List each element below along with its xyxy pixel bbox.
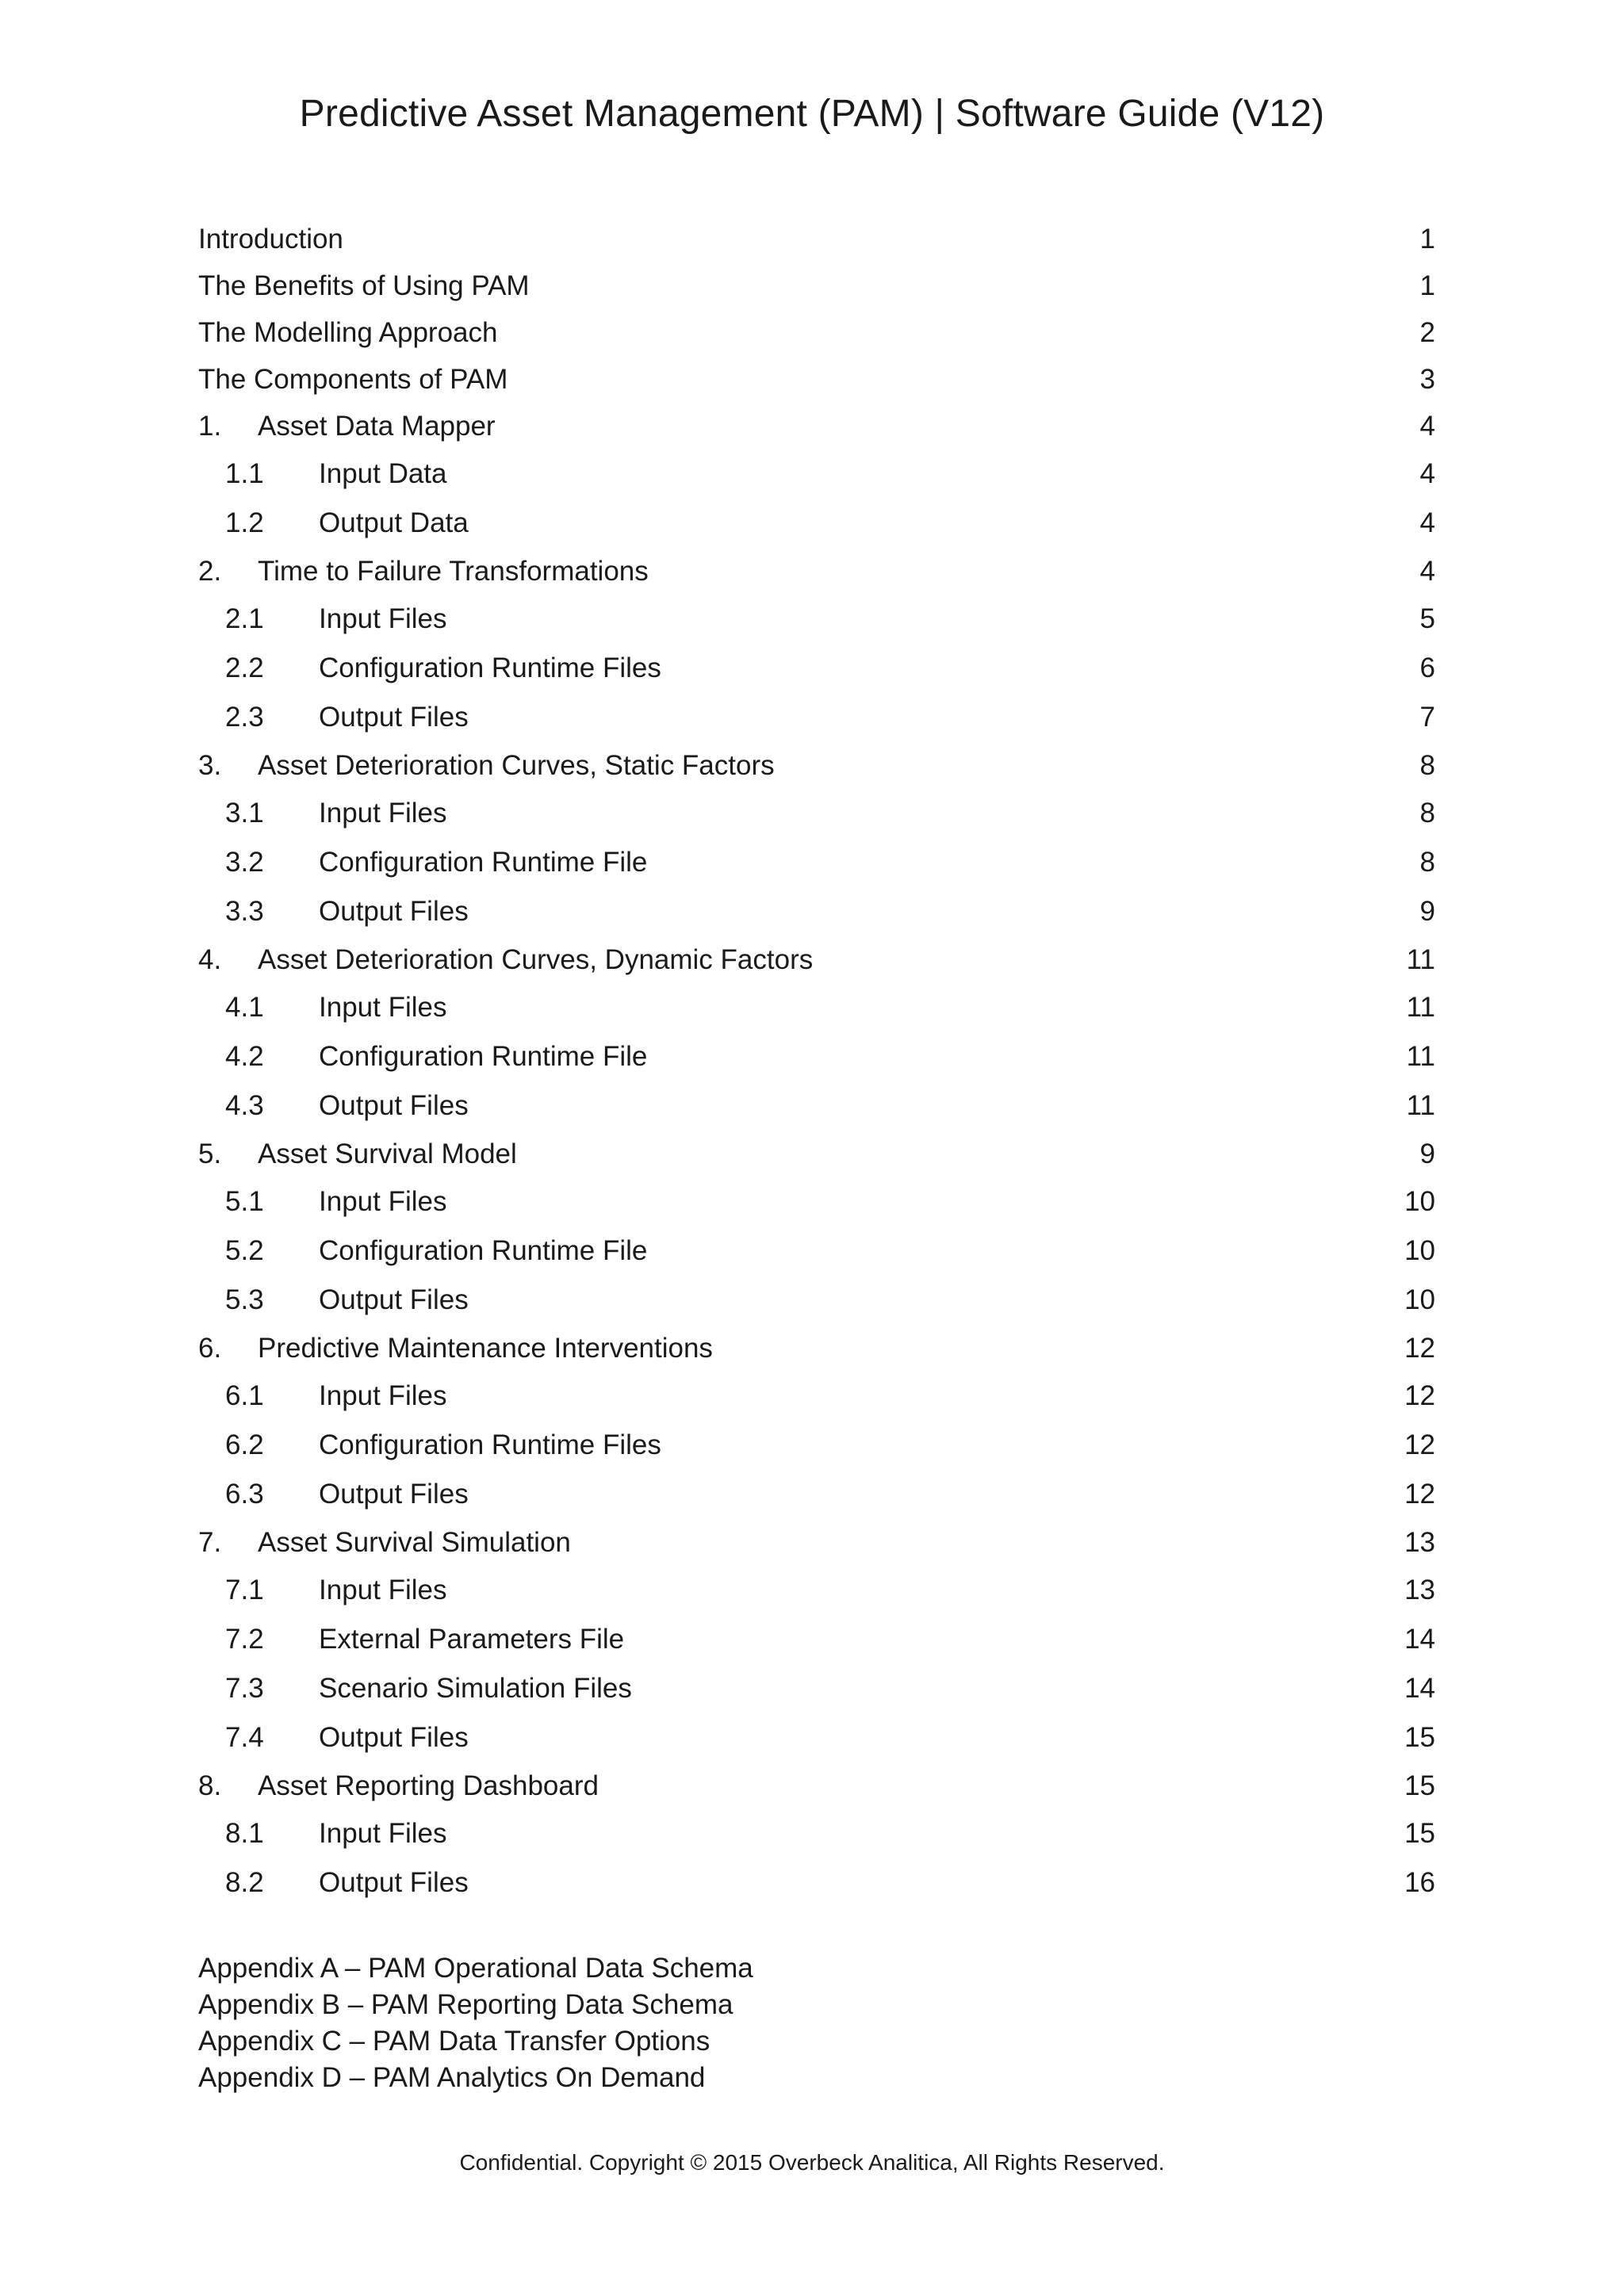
toc-section-entry[interactable] [198,1519,1435,1566]
toc-entry-page-number: 12 [1404,1429,1435,1460]
toc-subsection-entry[interactable] [198,1809,1435,1858]
toc-entry-label: Input Files [319,1818,447,1849]
toc-entry-number: 4.3 [225,1090,264,1121]
toc-entry-page-number: 11 [1406,944,1435,975]
toc-entry-page-number: 16 [1404,1867,1435,1898]
toc-subsection-entry[interactable] [198,1470,1435,1519]
toc-entry-page-number: 15 [1404,1770,1435,1801]
toc-entry-page-number: 12 [1404,1380,1435,1411]
appendix-item[interactable]: Appendix B – PAM Reporting Data Schema [198,1989,733,2020]
toc-section-entry[interactable] [198,1325,1435,1372]
toc-entry-label: Introduction [198,224,343,254]
appendix-item[interactable]: Appendix A – PAM Operational Data Schema [198,1953,753,1984]
toc-subsection-entry[interactable] [198,838,1435,887]
toc-section-entry[interactable] [198,742,1435,789]
toc-subsection-entry[interactable] [198,644,1435,693]
toc-subsection-entry[interactable] [198,1713,1435,1762]
toc-subsection-entry[interactable] [198,693,1435,742]
toc-entry-page-number: 12 [1404,1479,1435,1510]
toc-entry-number: 6. [198,1333,222,1364]
toc-entry-label: External Parameters File [319,1624,625,1655]
toc-subsection-entry[interactable] [198,789,1435,838]
toc-section-entry[interactable] [198,548,1435,595]
toc-section-entry[interactable] [198,936,1435,983]
toc-entry-label: Input Files [319,1186,447,1217]
toc-subsection-entry[interactable] [198,595,1435,644]
appendix-list [198,1950,753,2096]
toc-entry-label: Time to Failure Transformations [258,556,649,587]
table-of-contents [198,216,1435,1908]
toc-entry-label: Output Files [319,1479,469,1510]
toc-entry-page-number: 4 [1419,507,1435,538]
toc-entry-number: 7. [198,1527,222,1558]
toc-subsection-entry[interactable] [198,450,1435,499]
toc-entry-page-number: 6 [1419,652,1435,683]
toc-entry-page-number: 4 [1419,411,1435,442]
toc-entry-page-number: 9 [1419,896,1435,927]
toc-entry-number: 5.1 [225,1186,264,1217]
toc-entry-number: 5.2 [225,1235,264,1266]
toc-entry-label: Predictive Maintenance Interventions [258,1333,713,1364]
toc-entry-number: 1.1 [225,458,264,489]
toc-entry-number: 2.2 [225,652,264,683]
toc-entry-label: Output Files [319,896,469,927]
toc-entry-label: Input Files [319,992,447,1023]
toc-entry-number: 2.3 [225,702,264,733]
toc-entry-page-number: 11 [1406,992,1435,1023]
toc-entry-page-number: 11 [1406,1041,1435,1072]
toc-entry-number: 6.3 [225,1479,264,1510]
toc-entry-number: 1.2 [225,507,264,538]
toc-entry-number: 2. [198,556,222,587]
toc-subsection-entry[interactable] [198,1615,1435,1664]
toc-entry-number: 4.1 [225,992,264,1023]
toc-entry-page-number: 1 [1419,224,1435,254]
toc-entry-label: Configuration Runtime Files [319,1429,661,1460]
toc-section-entry[interactable] [198,1762,1435,1809]
toc-entry-number: 5. [198,1138,222,1169]
toc-entry-page-number: 13 [1404,1575,1435,1605]
toc-entry-number: 8. [198,1770,222,1801]
toc-entry-label: Asset Reporting Dashboard [258,1770,599,1801]
toc-entry-label: Input Files [319,603,447,634]
toc-entry-page-number: 10 [1404,1186,1435,1217]
toc-entry[interactable] [198,262,1435,309]
toc-entry[interactable] [198,216,1435,262]
toc-entry-label: Input Data [319,458,447,489]
toc-entry-label: Configuration Runtime File [319,1041,648,1072]
toc-entry-number: 1. [198,411,222,442]
toc-entry-number: 3.2 [225,847,264,878]
toc-entry-number: 4. [198,944,222,975]
toc-entry[interactable] [198,309,1435,356]
toc-entry-label: Configuration Runtime File [319,847,648,878]
toc-entry-number: 4.2 [225,1041,264,1072]
toc-subsection-entry[interactable] [198,1177,1435,1226]
toc-entry-label: Scenario Simulation Files [319,1673,632,1704]
toc-entry-page-number: 4 [1419,458,1435,489]
toc-entry-label: Output Files [319,1867,469,1898]
toc-entry-page-number: 12 [1404,1333,1435,1364]
toc-entry-number: 7.4 [225,1722,264,1753]
toc-entry-label: The Modelling Approach [198,317,498,348]
toc-entry-page-number: 10 [1404,1235,1435,1266]
toc-entry-label: Asset Data Mapper [258,411,496,442]
toc-subsection-entry[interactable] [198,983,1435,1032]
toc-entry-page-number: 8 [1419,798,1435,828]
toc-entry-label: Output Data [319,507,469,538]
toc-subsection-entry[interactable] [198,1421,1435,1470]
toc-entry-number: 3.3 [225,896,264,927]
toc-subsection-entry[interactable] [198,1372,1435,1421]
toc-entry-number: 7.1 [225,1575,264,1605]
toc-entry-label: Asset Deterioration Curves, Static Factors [258,750,775,781]
toc-entry-label: Configuration Runtime File [319,1235,648,1266]
toc-entry-page-number: 2 [1419,317,1435,348]
appendix-item[interactable]: Appendix D – PAM Analytics On Demand [198,2062,706,2093]
toc-entry-page-number: 13 [1404,1527,1435,1558]
toc-entry-number: 5.3 [225,1284,264,1315]
toc-entry-page-number: 7 [1419,702,1435,733]
toc-subsection-entry[interactable] [198,499,1435,548]
toc-entry-page-number: 5 [1419,603,1435,634]
toc-subsection-entry[interactable] [198,1032,1435,1081]
toc-subsection-entry[interactable] [198,1276,1435,1325]
toc-entry-page-number: 9 [1419,1138,1435,1169]
toc-entry-number: 8.1 [225,1818,264,1849]
toc-subsection-entry[interactable] [198,887,1435,936]
toc-entry-page-number: 8 [1419,847,1435,878]
toc-entry-label: Asset Deterioration Curves, Dynamic Factors [258,944,814,975]
toc-subsection-entry[interactable] [198,1664,1435,1713]
toc-entry-label: Output Files [319,702,469,733]
toc-subsection-entry[interactable] [198,1081,1435,1131]
toc-entry-page-number: 3 [1419,364,1435,395]
toc-section-entry[interactable] [198,1131,1435,1177]
toc-entry-label: The Components of PAM [198,364,508,395]
toc-entry-number: 3. [198,750,222,781]
toc-entry-page-number: 4 [1419,556,1435,587]
page-title: Predictive Asset Management (PAM) | Software Guide (V12) [299,93,1325,135]
toc-entry-page-number: 1 [1419,270,1435,301]
toc-entry-number: 6.1 [225,1380,264,1411]
toc-entry-label: Asset Survival Simulation [258,1527,571,1558]
toc-entry-number: 7.3 [225,1673,264,1704]
toc-subsection-entry[interactable] [198,1858,1435,1908]
toc-subsection-entry[interactable] [198,1226,1435,1276]
toc-entry-number: 6.2 [225,1429,264,1460]
toc-entry-label: The Benefits of Using PAM [198,270,530,301]
toc-entry-page-number: 14 [1404,1624,1435,1655]
toc-entry-page-number: 8 [1419,750,1435,781]
toc-entry-page-number: 14 [1404,1673,1435,1704]
toc-entry-label: Output Files [319,1722,469,1753]
toc-entry-label: Input Files [319,798,447,828]
appendix-item[interactable]: Appendix C – PAM Data Transfer Options [198,2026,710,2057]
toc-entry-number: 7.2 [225,1624,264,1655]
toc-entry[interactable] [198,356,1435,403]
toc-entry-label: Asset Survival Model [258,1138,517,1169]
toc-entry-page-number: 15 [1404,1818,1435,1849]
toc-entry-number: 3.1 [225,798,264,828]
toc-entry-page-number: 11 [1406,1090,1435,1121]
toc-entry-number: 8.2 [225,1867,264,1898]
toc-entry-label: Configuration Runtime Files [319,652,661,683]
toc-entry-label: Input Files [319,1380,447,1411]
toc-subsection-entry[interactable] [198,1566,1435,1615]
copyright-footer: Confidential. Copyright © 2015 Overbeck Analitica, All Rights Reserved. [459,2150,1165,2175]
toc-entry-number: 2.1 [225,603,264,634]
toc-section-entry[interactable] [198,403,1435,450]
toc-entry-page-number: 10 [1404,1284,1435,1315]
toc-entry-page-number: 15 [1404,1722,1435,1753]
toc-entry-label: Output Files [319,1284,469,1315]
toc-entry-label: Output Files [319,1090,469,1121]
toc-entry-label: Input Files [319,1575,447,1605]
